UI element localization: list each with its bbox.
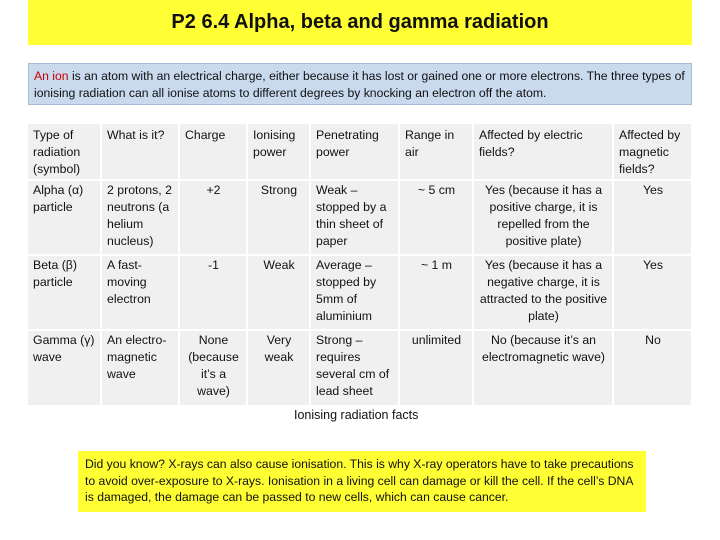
header-what: What is it? [102, 124, 180, 181]
cell-what: A fast-moving electron [102, 256, 180, 331]
header-range: Range in air [400, 124, 474, 181]
cell-ionising: Very weak [248, 331, 311, 407]
cell-magnetic: Yes [614, 181, 693, 256]
intro-text: is an atom with an electrical charge, either because it has lost or gained one or more electrons. The three types of ionising radiation can all ionise atoms to different degrees by knocking an electron off the atom. [34, 69, 685, 100]
did-you-know-box [78, 451, 646, 512]
cell-type: Beta (β) particle [28, 256, 102, 331]
cell-what: An electro-magnetic wave [102, 331, 180, 407]
cell-magnetic: Yes [614, 256, 693, 331]
table-header-row [28, 124, 693, 181]
page-title-text: P2 6.4 Alpha, beta and gamma radiation [171, 11, 549, 33]
cell-range: ~ 1 m [400, 256, 474, 331]
cell-type: Gamma (γ) wave [28, 331, 102, 407]
page-title [28, 0, 692, 45]
header-penetrating: Penetrating power [311, 124, 400, 181]
cell-electric: Yes (because it has a positive charge, it is repelled from the positive plate) [474, 181, 614, 256]
cell-penetrating: Strong – requires several cm of lead sheet [311, 331, 400, 407]
did-you-know-text: Did you know? X-rays can also cause ionisation. This is why X-ray operators have to take precautions to avoid over-exposure to X-rays. Ionisation in a living cell can damage or kill the cell. If the cell’s DNA is damaged, the damage can be passed to new cells, which can cause cancer. [85, 457, 634, 504]
cell-electric: Yes (because it has a negative charge, it is attracted to the positive plate) [474, 256, 614, 331]
cell-range: ~ 5 cm [400, 181, 474, 256]
cell-type: Alpha (α) particle [28, 181, 102, 256]
cell-magnetic: No [614, 331, 693, 407]
intro-definition-box [28, 63, 692, 105]
table-caption-text: Ionising radiation facts [294, 408, 419, 422]
cell-charge: None (because it’s a wave) [180, 331, 248, 407]
cell-what: 2 protons, 2 neutrons (a helium nucleus) [102, 181, 180, 256]
cell-range: unlimited [400, 331, 474, 407]
cell-charge: -1 [180, 256, 248, 331]
cell-penetrating: Average – stopped by 5mm of aluminium [311, 256, 400, 331]
cell-ionising: Strong [248, 181, 311, 256]
table-row-beta [28, 256, 693, 331]
cell-charge: +2 [180, 181, 248, 256]
table-row-gamma [28, 331, 693, 407]
header-ionising: Ionising power [248, 124, 311, 181]
table-row-alpha [28, 181, 693, 256]
header-magnetic: Affected by magnetic fields? [614, 124, 693, 181]
cell-ionising: Weak [248, 256, 311, 331]
header-type: Type of radiation (symbol) [28, 124, 102, 181]
ion-highlight: An ion [34, 69, 69, 83]
cell-penetrating: Weak – stopped by a thin sheet of paper [311, 181, 400, 256]
radiation-table [28, 124, 693, 407]
cell-electric: No (because it’s an electromagnetic wave) [474, 331, 614, 407]
table-caption [28, 408, 720, 422]
header-electric: Affected by electric fields? [474, 124, 614, 181]
header-charge: Charge [180, 124, 248, 181]
